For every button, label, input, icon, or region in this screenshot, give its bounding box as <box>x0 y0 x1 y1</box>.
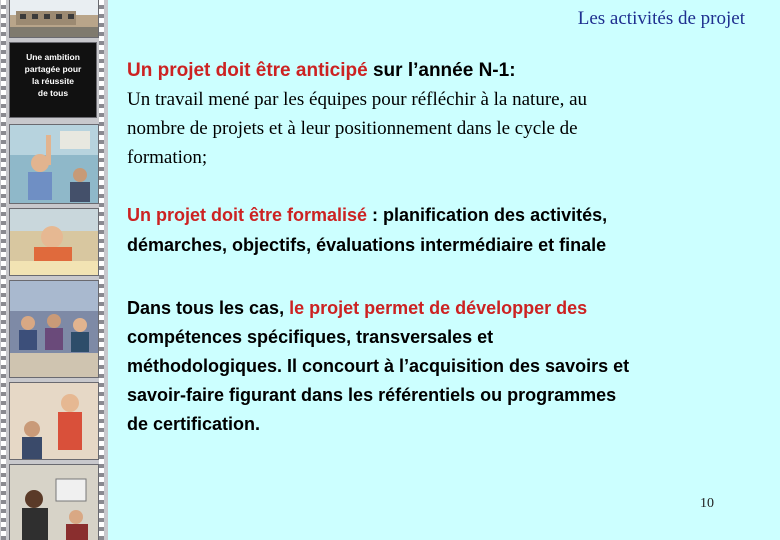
tagline-line-3: la réussite <box>31 76 75 86</box>
anticipation-heading: Un projet doit être anticipé <box>127 60 368 81</box>
classroom-group-image <box>10 281 98 377</box>
classroom-hand-raised-image <box>10 125 98 203</box>
student-writing-image <box>10 209 98 275</box>
teacher-classroom-image <box>10 383 98 459</box>
competences-line-2: méthodologiques. Il concourt à l’acquisition des savoirs et <box>127 356 630 376</box>
filmstrip-perforation-right <box>99 0 104 540</box>
paragraph-competences <box>127 294 629 439</box>
classroom-hand-raised-photo <box>9 124 99 204</box>
tagline-line-1: Une ambition <box>26 52 80 62</box>
formalisation-heading: Un projet doit être formalisé <box>127 205 368 225</box>
anticipation-body-line-2: nombre de projets et à leur positionnement dans le cycle de <box>127 118 578 139</box>
school-building-image <box>10 0 98 37</box>
tagline-panel <box>9 42 97 118</box>
tagline-line-4: de tous <box>37 88 69 98</box>
tagline-line-2: partagée pour <box>24 64 82 74</box>
slide-content <box>127 56 727 434</box>
formalisation-text-1: : planification des activités, <box>367 205 608 225</box>
competences-highlight: le projet permet de développer des <box>289 298 588 318</box>
anticipation-body-line-3: formation; <box>127 147 208 168</box>
teacher-classroom-photo <box>9 382 99 460</box>
slide-title: Les activités de projet <box>577 8 745 29</box>
anticipation-body-line-1: Un travail mené par les équipes pour réfléchir à la nature, au <box>127 89 588 110</box>
formalisation-text-2: démarches, objectifs, évaluations intermédiaire et finale <box>127 235 607 255</box>
anticipation-heading-suffix: sur l’année N-1: <box>367 60 516 81</box>
photo-filmstrip <box>0 0 108 540</box>
computer-lab-image <box>10 465 98 540</box>
competences-intro: Dans tous les cas, <box>127 298 290 318</box>
school-building-photo <box>9 0 99 38</box>
competences-line-3: savoir-faire figurant dans les référentiels ou programmes <box>127 385 617 405</box>
classroom-group-photo <box>9 280 99 378</box>
paragraph-anticipation <box>127 56 727 172</box>
student-writing-photo <box>9 208 99 276</box>
competences-line-4: de certification. <box>127 414 261 434</box>
paragraph-formalisation <box>127 200 607 260</box>
competences-line-1: compétences spécifiques, transversales et <box>127 327 494 347</box>
computer-lab-photo <box>9 464 99 540</box>
filmstrip-perforation-left <box>1 0 6 540</box>
page-number: 10 <box>700 496 714 511</box>
